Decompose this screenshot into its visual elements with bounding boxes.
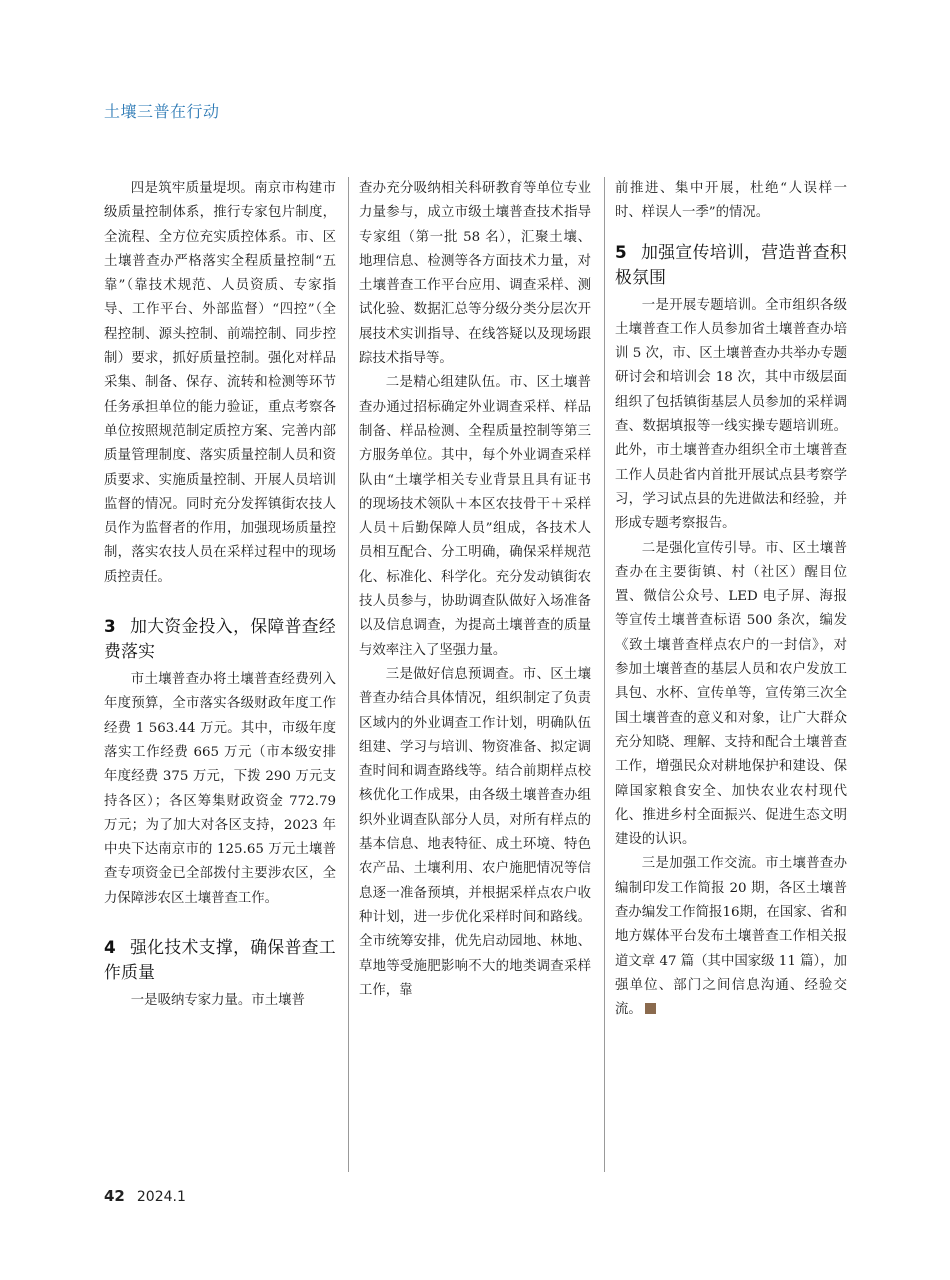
paragraph: 二是精心组建队伍。市、区土壤普查办通过招标确定外业调查采样、样品制备、样品检测、全程质量控制等第三方服务单位。其中，每个外业调查采样队由“土壤学相关专业背景且具有证书的现场技术领队＋本区农技骨干＋采样人员＋后勤保障人员”组成，各技术人员相互配合、分工明确，确保采样规范化、标准化、科学化。充分发动镇街农技人员参与，协助调查队做好入场准备以及信息调查，为提高土壤普查的质量与效率注入了坚强力量。 bbox=[359, 375, 591, 658]
page-number: 42 bbox=[104, 1187, 125, 1205]
column-divider bbox=[604, 177, 605, 1172]
paragraph: 一是吸纳专家力量。市土壤普 bbox=[130, 993, 305, 1009]
column-divider bbox=[348, 177, 349, 1172]
paragraph: 四是筑牢质量堤坝。南京市构建市级质量控制体系，推行专家包片制度，全流程、全方位充实质控体系。市、区土壤普查办严格落实全程质量控制“五靠”（靠技术规范、人员资质、专家指导、工作平台、外部监督）“四控”（全程控制、源头控制、前端控制、同步控制）要求，抓好质量控制。强化对样品采集、制备、保存、流转和检测等环节任务承担单位的能力验证，重点考察各单位按照规范制定质控方案、完善内部质量管理制度、落实质量控制人员和资质要求、实施质量控制、开展人员培训监督的情况。同时充分发挥镇街农技人员作为监督者的作用，加强现场质量控制，落实农技人员在采样过程中的现场质控责任。 bbox=[104, 181, 336, 585]
section-heading-3 bbox=[104, 614, 336, 664]
paragraph: 一是开展专题培训。全市组织各级土壤普查工作人员参加省土壤普查办培训 5 次，市、区土壤普查办共举办专题研讨会和培训会 18 次，其中市级层面组织了包括镇街基层人员参加的采样调查、数据填报等一线实操专题培训班。此外，市土壤普查办组织全市土壤普查工作人员赴省内首批开展试点县考察学习，学习试点县的先进做法和经验，并形成专题考察报告。 bbox=[615, 297, 847, 532]
paragraph-continued: 前推进、集中开展，杜绝“人误样一时、样误人一季”的情况。 bbox=[615, 181, 847, 221]
end-of-article-mark bbox=[645, 1003, 656, 1014]
paragraph: 二是强化宣传引导。市、区土壤普查办在主要街镇、村（社区）醒目位置、微信公众号、LED 电子屏、海报等宣传土壤普查标语 500 条次，编发《致土壤普查样点农户的一封信》，对参加土壤普查的基层人员和农户发放工具包、水杯、宣传单等，宣传第三次全国土壤普查的意义和对象，让广大群众充分知晓、理解、支持和配合土壤普查工作，增强民众对耕地保护和建设、保障国家粮食安全、加快农业农村现代化、推进乡村全面振兴、促进生态文明建设的认识。 bbox=[615, 540, 847, 848]
section-number: 4 bbox=[104, 937, 116, 958]
section-title: 强化技术支撑，确保普查工作质量 bbox=[104, 937, 336, 983]
section-title: 加大资金投入，保障普查经费落实 bbox=[104, 616, 336, 662]
paragraph-text: 三是加强工作交流。市土壤普查办编制印发工作简报 20 期，各区土壤普查办编发工作简报16期，在国家、省和地方媒体平台发布土壤普查工作相关报道文章 47 篇（其中国家级 11 篇），加强单位、部门之间信息沟通、经验交流。 bbox=[615, 856, 847, 1018]
paragraph bbox=[615, 852, 847, 1022]
paragraph-continued: 查办充分吸纳相关科研教育等单位专业力量参与，成立市级土壤普查技术指导专家组（第一批 58 名），汇聚土壤、地理信息、检测等各方面技术力量，对土壤普查工作平台应用、调查采样、测试化验、数据汇总等分级分类分层次开展技术实训指导、在线答疑以及现场跟踪技术指导等。 bbox=[359, 181, 591, 367]
page-footer bbox=[104, 1187, 186, 1205]
issue-label: 2024.1 bbox=[136, 1189, 186, 1205]
running-head-title: 土壤三普在行动 bbox=[104, 102, 220, 121]
text-column-3 bbox=[615, 177, 847, 1023]
text-column-1 bbox=[104, 177, 336, 1013]
section-number: 5 bbox=[615, 241, 627, 262]
section-heading-5 bbox=[615, 240, 847, 290]
section-heading-4 bbox=[104, 935, 336, 985]
paragraph: 市土壤普查办将土壤普查经费列入年度预算，全市落实各级财政年度工作经费 1 563.44 万元。其中，市级年度落实工作经费 665 万元（市本级安排年度经费 375 万元，下拨 290 万元支持各区）；各区筹集财政资金 772.79 万元；为了加大对各区支持，2023 年中央下达南京市的 125.65 万元土壤普查专项资金已全部拨付主要涉农区，全力保障涉农区土壤普查工作。 bbox=[104, 672, 336, 906]
section-title: 加强宣传培训，营造普查积极氛围 bbox=[615, 241, 847, 287]
text-column-2 bbox=[359, 177, 591, 1003]
paragraph: 三是做好信息预调查。市、区土壤普查办结合具体情况，组织制定了负责区域内的外业调查工作计划，明确队伍组建、学习与培训、物资准备、拟定调查时间和调查路线等。结合前期样点校核优化工作成果，由各级土壤普查办组织外业调查队部分人员，对所有样点的基本信息、地表特征、成土环境、特色农产品、土壤利用、农户施肥情况等信息逐一准备预填，并根据采样点农户收种计划，进一步优化采样时间和路线。全市统筹安排，优先启动园地、林地、草地等受施肥影响不大的地类调查采样工作，靠 bbox=[359, 666, 591, 998]
section-number: 3 bbox=[104, 616, 116, 637]
